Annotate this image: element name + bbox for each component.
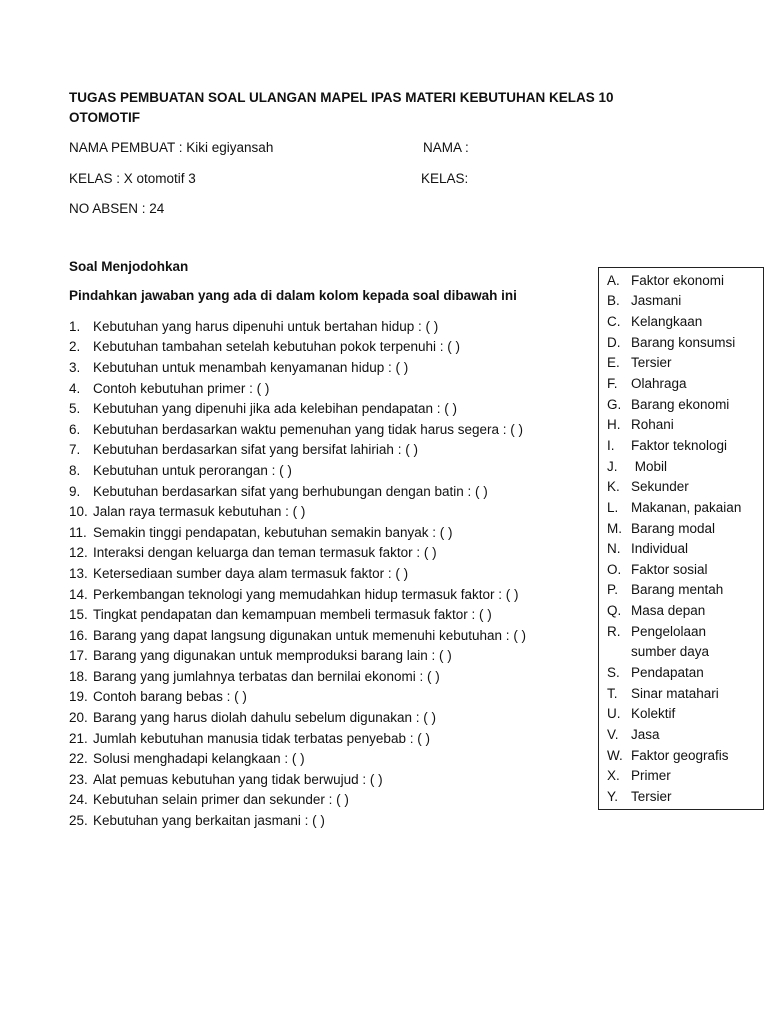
kelas: KELAS : X otomotif 3 bbox=[69, 171, 196, 186]
title-line-1: TUGAS PEMBUATAN SOAL ULANGAN MAPEL IPAS MATERI KEBUTUHAN KELAS 10 bbox=[69, 90, 614, 105]
answer-letter: E. bbox=[607, 355, 620, 371]
question-text: Semakin tinggi pendapatan, kebutuhan semakin banyak : ( ) bbox=[93, 524, 453, 540]
question-text: Kebutuhan untuk menambah kenyamanan hidup : ( ) bbox=[93, 359, 409, 375]
answer-item bbox=[607, 476, 741, 497]
question-text: Interaksi dengan keluarga dan teman termasuk faktor : ( ) bbox=[93, 545, 437, 561]
question-text: Kebutuhan berdasarkan waktu pemenuhan yang tidak harus segera : ( ) bbox=[93, 421, 524, 437]
answer-item bbox=[607, 559, 741, 580]
answer-item bbox=[607, 662, 741, 683]
question-text: Alat pemuas kebutuhan yang tidak berwujud : ( ) bbox=[93, 771, 383, 787]
answer-letter: Q. bbox=[607, 603, 622, 619]
question-text: Barang yang harus diolah dahulu sebelum digunakan : ( ) bbox=[93, 710, 436, 726]
answer-text: Jasa bbox=[631, 726, 660, 742]
question-text: Jumlah kebutuhan manusia tidak terbatas penyebab : ( ) bbox=[93, 730, 430, 746]
question-text: Jalan raya termasuk kebutuhan : ( ) bbox=[93, 504, 306, 520]
answer-letter: K. bbox=[607, 479, 620, 495]
answer-letter: U. bbox=[607, 706, 621, 722]
question-item bbox=[69, 810, 526, 831]
question-item bbox=[69, 357, 526, 378]
question-number: 22. bbox=[69, 751, 88, 767]
answer-text: Sekunder bbox=[631, 479, 689, 495]
question-number: 18. bbox=[69, 668, 88, 684]
answer-item bbox=[607, 580, 741, 601]
question-number: 20. bbox=[69, 710, 88, 726]
answer-item bbox=[607, 518, 741, 539]
answer-text: Faktor geografis bbox=[631, 747, 729, 763]
question-number: 24. bbox=[69, 792, 88, 808]
answer-list bbox=[607, 270, 741, 807]
answer-text: Rohani bbox=[631, 417, 674, 433]
question-item bbox=[69, 584, 526, 605]
question-number: 17. bbox=[69, 648, 88, 664]
answer-letter: L. bbox=[607, 499, 619, 515]
answer-item bbox=[607, 353, 741, 374]
answer-letter: G. bbox=[607, 396, 622, 412]
question-number: 11. bbox=[69, 524, 87, 540]
answer-text: Individual bbox=[631, 541, 689, 557]
question-number: 14. bbox=[69, 586, 88, 602]
answer-text: Olahraga bbox=[631, 376, 687, 392]
question-number: 16. bbox=[69, 627, 88, 643]
question-text: Kebutuhan selain primer dan sekunder : ( ) bbox=[93, 792, 349, 808]
question-number: 5. bbox=[69, 401, 81, 417]
question-item bbox=[69, 419, 526, 440]
answer-letter: S. bbox=[607, 664, 620, 680]
answer-item bbox=[607, 621, 741, 642]
question-number: 21. bbox=[69, 730, 88, 746]
answer-letter: N. bbox=[607, 541, 621, 557]
answer-text: Barang mentah bbox=[631, 582, 724, 598]
answer-item bbox=[607, 270, 741, 291]
answer-item bbox=[607, 724, 741, 745]
answer-text: Kolektif bbox=[631, 706, 676, 722]
answer-text: Makanan, pakaian bbox=[631, 499, 742, 515]
answer-text: Primer bbox=[631, 768, 671, 784]
question-text: Kebutuhan yang dipenuhi jika ada kelebihan pendapatan : ( ) bbox=[93, 401, 458, 417]
answer-item bbox=[607, 311, 741, 332]
answer-letter: I. bbox=[607, 437, 615, 453]
question-item bbox=[69, 316, 526, 337]
answer-item bbox=[607, 373, 741, 394]
answer-item bbox=[607, 600, 741, 621]
question-number: 15. bbox=[69, 607, 88, 623]
answer-text: Kelangkaan bbox=[631, 314, 703, 330]
question-item bbox=[69, 707, 526, 728]
answer-letter: X. bbox=[607, 768, 620, 784]
question-text: Kebutuhan tambahan setelah kebutuhan pokok terpenuhi : ( ) bbox=[93, 339, 461, 355]
question-item bbox=[69, 460, 526, 481]
question-item bbox=[69, 666, 526, 687]
nama-pembuat: NAMA PEMBUAT : Kiki egiyansah bbox=[69, 140, 274, 155]
no-absen: NO ABSEN : 24 bbox=[69, 201, 165, 216]
question-number: 10. bbox=[69, 504, 88, 520]
question-number: 19. bbox=[69, 689, 88, 705]
answer-text: Mobil bbox=[631, 458, 668, 474]
answer-letter: C. bbox=[607, 314, 621, 330]
question-text: Perkembangan teknologi yang memudahkan hidup termasuk faktor : ( ) bbox=[93, 586, 519, 602]
question-number: 2. bbox=[69, 339, 81, 355]
question-number: 25. bbox=[69, 813, 88, 829]
answer-letter: P. bbox=[607, 582, 619, 598]
answer-item bbox=[607, 414, 741, 435]
question-text: Tingkat pendapatan dan kemampuan membeli termasuk faktor : ( ) bbox=[93, 607, 492, 623]
answer-text: Barang konsumsi bbox=[631, 334, 736, 350]
answer-letter: V. bbox=[607, 726, 619, 742]
question-number: 4. bbox=[69, 380, 81, 396]
question-text: Contoh barang bebas : ( ) bbox=[93, 689, 247, 705]
document-title bbox=[69, 88, 669, 128]
answer-item bbox=[607, 745, 741, 766]
answer-letter: D. bbox=[607, 334, 621, 350]
answer-letter: H. bbox=[607, 417, 621, 433]
question-text: Kebutuhan berdasarkan sifat yang bersifat lahiriah : ( ) bbox=[93, 442, 418, 458]
question-item bbox=[69, 440, 526, 461]
question-list bbox=[69, 316, 526, 831]
answer-item bbox=[607, 456, 741, 477]
answer-text: Jasmani bbox=[631, 293, 682, 309]
question-number: 8. bbox=[69, 462, 81, 478]
answer-text: Tersier bbox=[631, 788, 672, 804]
question-number: 1. bbox=[69, 318, 81, 334]
answer-text: Pengelolaan bbox=[631, 623, 707, 639]
question-item bbox=[69, 790, 526, 811]
question-item bbox=[69, 604, 526, 625]
question-text: Barang yang dapat langsung digunakan untuk memenuhi kebutuhan : ( ) bbox=[93, 627, 527, 643]
answer-letter: T. bbox=[607, 685, 618, 701]
answer-text: Faktor teknologi bbox=[631, 437, 728, 453]
answer-item bbox=[607, 642, 741, 663]
answer-text: Faktor sosial bbox=[631, 561, 708, 577]
answer-letter: O. bbox=[607, 561, 622, 577]
question-text: Kebutuhan yang harus dipenuhi untuk bertahan hidup : ( ) bbox=[93, 318, 439, 334]
answer-item bbox=[607, 683, 741, 704]
question-number: 13. bbox=[69, 565, 88, 581]
answer-item bbox=[607, 786, 741, 807]
answer-letter: W. bbox=[607, 747, 623, 763]
question-number: 6. bbox=[69, 421, 81, 437]
answer-letter: B. bbox=[607, 293, 620, 309]
question-text: Solusi menghadapi kelangkaan : ( ) bbox=[93, 751, 305, 767]
answer-letter: A. bbox=[607, 272, 620, 288]
question-item bbox=[69, 769, 526, 790]
question-text: Ketersediaan sumber daya alam termasuk faktor : ( ) bbox=[93, 565, 409, 581]
question-item bbox=[69, 687, 526, 708]
answer-item bbox=[607, 332, 741, 353]
question-item bbox=[69, 501, 526, 522]
question-item bbox=[69, 563, 526, 584]
question-item bbox=[69, 481, 526, 502]
nama-label: NAMA : bbox=[423, 140, 469, 155]
question-number: 3. bbox=[69, 359, 81, 375]
answer-text: sumber daya bbox=[631, 644, 710, 660]
question-item bbox=[69, 625, 526, 646]
answer-text: Tersier bbox=[631, 355, 672, 371]
question-number: 12. bbox=[69, 545, 88, 561]
question-text: Kebutuhan berdasarkan sifat yang berhubungan dengan batin : ( ) bbox=[93, 483, 488, 499]
answer-item bbox=[607, 538, 741, 559]
question-item bbox=[69, 522, 526, 543]
question-item bbox=[69, 337, 526, 358]
question-number: 9. bbox=[69, 483, 81, 499]
answer-letter: F. bbox=[607, 376, 618, 392]
question-item bbox=[69, 748, 526, 769]
question-text: Barang yang digunakan untuk memproduksi barang lain : ( ) bbox=[93, 648, 452, 664]
answer-item bbox=[607, 765, 741, 786]
question-text: Barang yang jumlahnya terbatas dan bernilai ekonomi : ( ) bbox=[93, 668, 440, 684]
title-line-2: OTOMOTIF bbox=[69, 110, 140, 125]
kelas-label: KELAS: bbox=[421, 171, 469, 186]
answer-item bbox=[607, 291, 741, 312]
question-item bbox=[69, 646, 526, 667]
answer-letter: J. bbox=[607, 458, 618, 474]
question-item bbox=[69, 728, 526, 749]
question-text: Kebutuhan yang berkaitan jasmani : ( ) bbox=[93, 813, 325, 829]
question-item bbox=[69, 543, 526, 564]
answer-letter: R. bbox=[607, 623, 621, 639]
answer-item bbox=[607, 497, 741, 518]
answer-item bbox=[607, 394, 741, 415]
answer-text: Sinar matahari bbox=[631, 685, 719, 701]
section-title: Soal Menjodohkan bbox=[69, 259, 189, 274]
answer-letter: Y. bbox=[607, 788, 619, 804]
answer-text: Barang ekonomi bbox=[631, 396, 730, 412]
question-item bbox=[69, 398, 526, 419]
answer-item bbox=[607, 703, 741, 724]
section-instruction: Pindahkan jawaban yang ada di dalam kolom kepada soal dibawah ini bbox=[69, 288, 517, 303]
answer-item bbox=[607, 435, 741, 456]
question-item bbox=[69, 378, 526, 399]
answer-text: Pendapatan bbox=[631, 664, 704, 680]
answer-text: Masa depan bbox=[631, 603, 706, 619]
answer-text: Barang modal bbox=[631, 520, 716, 536]
answer-text: Faktor ekonomi bbox=[631, 272, 725, 288]
question-number: 7. bbox=[69, 442, 81, 458]
question-text: Kebutuhan untuk perorangan : ( ) bbox=[93, 462, 292, 478]
question-number: 23. bbox=[69, 771, 88, 787]
question-text: Contoh kebutuhan primer : ( ) bbox=[93, 380, 270, 396]
answer-letter: M. bbox=[607, 520, 622, 536]
